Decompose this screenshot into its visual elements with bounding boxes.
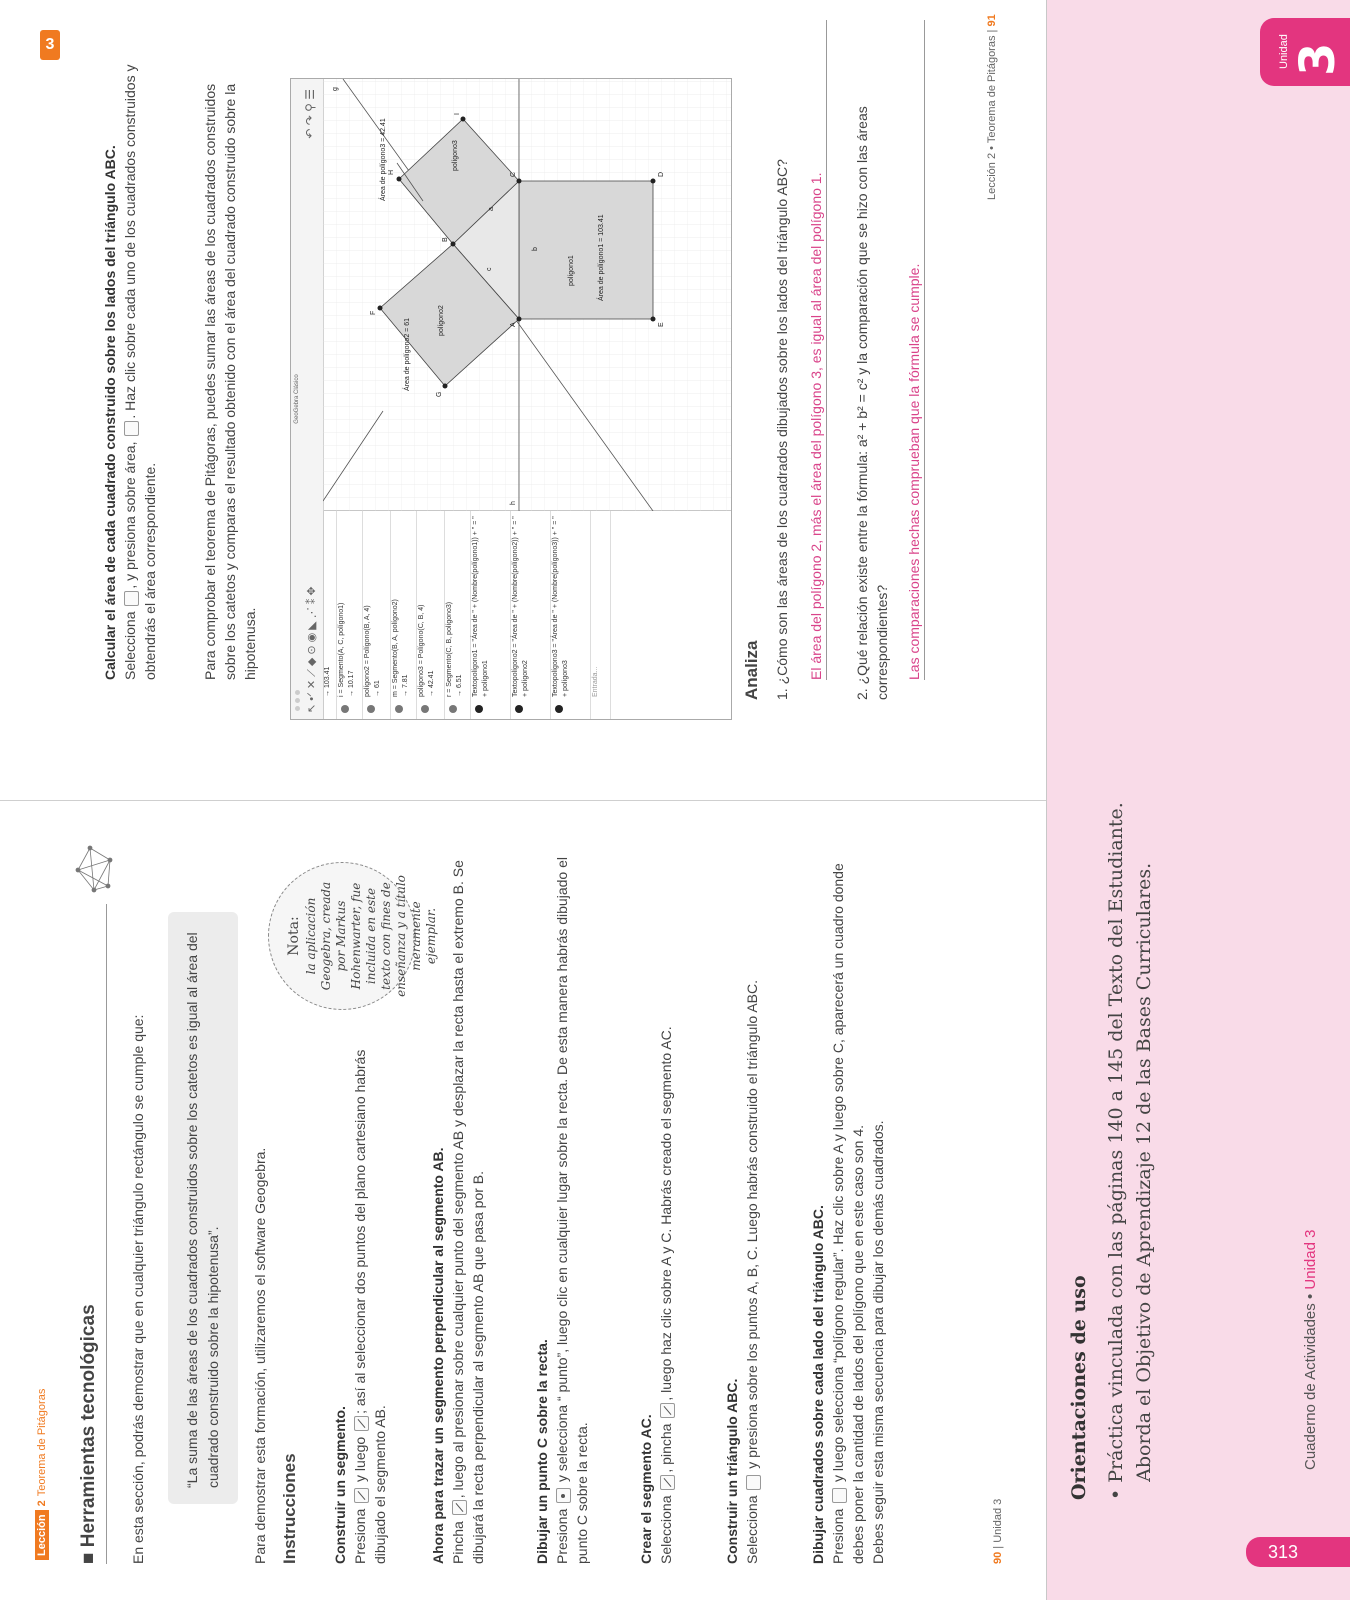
page-91 <box>0 0 1046 800</box>
intro-text: En esta sección, podrás demostrar que en cualquier triángulo rectángulo se cumple que: <box>130 1014 146 1564</box>
svg-text:H: H <box>388 169 395 175</box>
segment-tool-icon[interactable] <box>660 1475 675 1490</box>
svg-text:G: G <box>436 391 443 397</box>
step-point-c: Dibujar un punto C sobre la recta. Presiona y selecciona “ punto”, luego clic en cualquier lugar sobre la recta. De esta manera habrás dibujado el punto C sobre la recta. <box>534 857 590 1564</box>
step-triangle: Construir un triángulo ABC. Selecciona y presiona sobre los puntos A, B, C. Luego habrás construido el triángulo ABC. <box>724 979 760 1564</box>
svg-text:Área de polígono1 = 103.41: Área de polígono1 = 103.41 <box>598 214 605 301</box>
geogebra-title: GeoGebra Clásico <box>294 374 300 424</box>
svg-text:polígono2: polígono2 <box>438 305 445 336</box>
svg-text:c: c <box>486 267 493 271</box>
footer-right: Lección 2 • Teorema de Pitágoras | 91 <box>986 14 998 200</box>
network-icon <box>72 840 116 900</box>
segment-tool-icon[interactable] <box>354 1416 369 1431</box>
graphics-view[interactable] <box>323 79 731 511</box>
polygon1[interactable] <box>519 181 653 319</box>
algebra-view: → 103.41 i = Segmento(A, C, polígono1) → 10.17 polígono2 = Polígono(B, A, 4) → 61 m = Segmento(B, A, polígono2) → 7.81 polígono3 = Polígono(C, B, 4) → 42.41 r = Segmento(C, B, polígono3) → 6.51 Textopolígono1 = "Área de " + (Nombre(polígono1)) + " = " + polígono1 Textopolígono2 = "Área de " + (Nombre(polígono2)) + " = " + polígono2 Textopolígono3 = "Área de " + (Nombre(polígono3)) + " = " + polígono3 Entrada... <box>323 510 731 719</box>
page-90 <box>0 800 1046 1600</box>
geogebra-tool-icons[interactable]: ↖ •ᐟ ✕ ⟋ ◆ ⊙ ◉ ◣ ⋰ ⁑ ✥ <box>306 586 318 713</box>
perpendicular-tool-icon[interactable] <box>452 1500 467 1515</box>
input-bar[interactable]: Entrada... <box>591 511 611 719</box>
step-squares: Dibujar cuadrados sobre cada lado del triángulo ABC. Presiona y luego selecciona “polígono regular”. Haz clic sobre A y luego sobre C, aparecerá un cuadro donde debes poner la cantidad de lados del polígono que en este caso son 4. Debes seguir esta misma secuencia para dibujar los demás cuadrados. <box>810 863 886 1564</box>
geometry-plot <box>323 79 731 511</box>
footer-left: 90 | Unidad 3 <box>992 1498 1004 1564</box>
step-construct-segment: Construir un segmento. Presiona y luego ; así al seleccionar dos puntos del plano cartesiano habrás dibujado el segmento AB. <box>332 1049 388 1564</box>
instructions-title: Instrucciones <box>280 1453 299 1564</box>
question-2: 2. ¿Qué relación existe entre la fórmula: a² + b² = c² y la comparación que se hizo con las áreas correspondientes? <box>854 106 890 700</box>
teacher-guide <box>1046 0 1350 1600</box>
svg-text:polígono3: polígono3 <box>452 140 459 171</box>
svg-text:Área de polígono2 = 61: Área de polígono2 = 61 <box>404 318 411 391</box>
page-number: 313 <box>1246 1537 1350 1567</box>
polygon-tool-icon[interactable] <box>832 1488 847 1503</box>
svg-text:F: F <box>370 310 377 315</box>
title-rule <box>106 904 107 1564</box>
point-tool-icon[interactable] <box>556 1488 571 1503</box>
svg-text:I: I <box>454 113 461 115</box>
svg-text:Área de polígono3 = 42.41: Área de polígono3 = 42.41 <box>380 118 387 201</box>
section-title: ■ Herramientas tecnológicas <box>78 1304 99 1564</box>
svg-text:B: B <box>442 237 449 242</box>
analiza-title: Analiza <box>742 640 761 700</box>
svg-text:D: D <box>658 171 665 177</box>
unit-number: 3 <box>1290 42 1346 76</box>
polygon-tool-icon[interactable] <box>746 1475 761 1490</box>
svg-text:g: g <box>332 87 339 91</box>
lesson-tag: Lección2Teorema de Pitágoras <box>36 1389 48 1560</box>
guide-bullet: • Práctica vinculada con las páginas 140 a 145 del Texto del Estudiante. Aborda el Objetivo de Aprendizaje 12 de las Bases Curriculares. <box>1105 802 1155 1500</box>
unit-label: Unidad <box>1278 34 1290 70</box>
menu-icon[interactable]: ↶ ↷ ⚲ ☰ <box>303 89 317 139</box>
svg-text:a: a <box>488 207 495 211</box>
svg-text:polígono1: polígono1 <box>568 255 575 286</box>
svg-text:A: A <box>510 322 517 327</box>
step-area: Calcular el área de cada cuadrado construido sobre los lados del triángulo ABC. Selecciona , y presiona sobre área, . Haz clic sobre cada uno de los cuadrados construidos y obtendrás el área correspondiente. <box>102 64 158 680</box>
guide-title: Orientaciones de uso <box>1068 1275 1090 1500</box>
svg-text:b: b <box>532 247 539 251</box>
pythagoras-quote: “La suma de las áreas de los cuadrados construidos sobre los catetos es igual al área del cuadrado construido sobre la hipotenusa”. <box>168 912 238 1504</box>
question-1: 1. ¿Cómo son las áreas de los cuadrados dibujados sobre los lados del triángulo ABC? <box>774 159 790 700</box>
svg-text:E: E <box>658 322 665 327</box>
area-tool-icon[interactable] <box>124 421 139 436</box>
svg-text:C: C <box>510 171 517 177</box>
answer-2: Las comparaciones hechas comprueban que la fórmula se cumple. <box>904 20 925 680</box>
unit-badge-small: 3 <box>40 30 60 60</box>
svg-text:h: h <box>510 501 517 505</box>
guide-footer: Cuaderno de Actividades • Unidad 3 <box>1302 1229 1319 1470</box>
geogebra-window <box>290 78 732 720</box>
segment-tool-icon[interactable] <box>660 1403 675 1418</box>
segment-tool-icon[interactable] <box>354 1488 369 1503</box>
software-line: Para demostrar esta formación, utilizaremos el software Geogebra. <box>252 1147 268 1564</box>
step-segment-ac: Crear el segmento AC. Selecciona , pincha , luego haz clic sobre A y C. Habrás creado el segmento AC. <box>638 1026 674 1564</box>
geogebra-toolbar <box>291 79 324 719</box>
angle-tool-icon[interactable] <box>124 591 139 606</box>
step-perpendicular: Ahora para trazar un segmento perpendicular al segmento AB. Pincha , luego al presionar sobre cualquier punto del segmento AB y desplazar la recta hasta el extremo B. Se dibujará la recta perpendicular al segmento AB que pasa por B. <box>430 860 486 1564</box>
note-circle: Nota: la aplicación Geogebra, creada por Markus Hohenwarter, fue incluida en este texto con fines de enseñanza y a título meramente ejemplar. <box>268 862 416 1010</box>
check-text: Para comprobar el teorema de Pitágoras, puedes sumar las áreas de los cuadrados construidos sobre los catetos y comparas el resultado obtenido con el área del cuadrado construido sobre la hipotenusa. <box>202 83 258 680</box>
answer-1: El área del polígono 2, más el área del polígono 3, es igual al área del polígono 1. <box>806 20 827 680</box>
